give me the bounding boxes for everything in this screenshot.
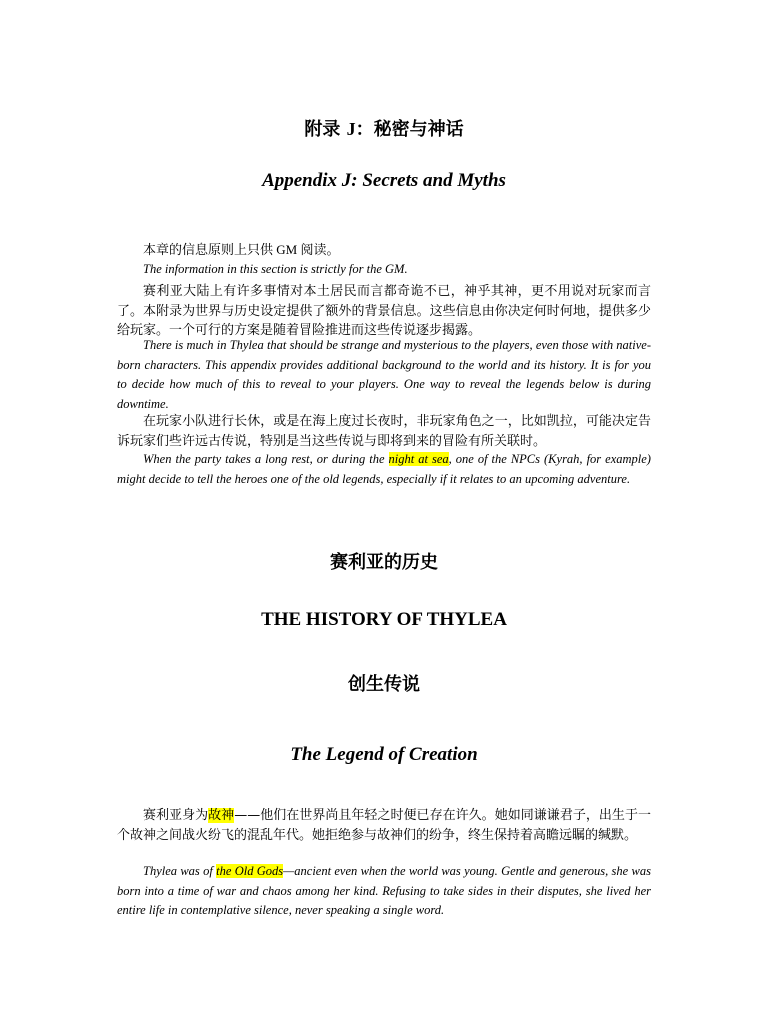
appendix-title-en: Appendix J: Secrets and Myths xyxy=(262,170,506,191)
para1-en: There is much in Thylea that should be strange and mysterious to the players, even those with native-born characters. This appendix provides additional background to the world and its history. It is for you to decide how much of this to reveal to your players. One way to reveal the legends below is during downtime. xyxy=(117,338,651,411)
creation-title-en: The Legend of Creation xyxy=(290,744,478,765)
para3-en: Thylea was of the Old Gods—ancient even when the world was young. Gentle and generous, she was born into a time of war and chaos among her kind. Refusing to take sides in their disputes, she lived her entire life in contemplative silence, never speaking a single word. xyxy=(117,864,651,917)
appendix-title-zh: 附录 J：秘密与神话 xyxy=(304,119,464,140)
intro-en: The information in this section is strictly for the GM. xyxy=(143,262,408,276)
creation-title-zh: 创生传说 xyxy=(348,674,420,695)
history-title-zh: 赛利亚的历史 xyxy=(330,552,438,573)
highlight-old-gods-en: the Old Gods xyxy=(216,864,284,878)
para1-zh: 赛利亚大陆上有许多事情对本土居民而言都奇诡不已，神乎其神，更不用说对玩家而言了。本附录为世界与历史设定提供了额外的背景信息。这些信息由你决定何时何地，提供多少给玩家。一个可行的方案是随着冒险推进而这些传说逐步揭露。 xyxy=(117,284,651,338)
highlight-night-at-sea: night at sea xyxy=(388,452,449,466)
highlight-old-gods-zh: 故神 xyxy=(208,808,235,823)
para2-zh: 在玩家小队进行长休，或是在海上度过长夜时，非玩家角色之一，比如凯拉，可能决定告诉玩家们些许远古传说，特别是当这些传说与即将到来的冒险有所关联时。 xyxy=(117,414,651,449)
intro-zh: 本章的信息原则上只供 GM 阅读。 xyxy=(143,242,340,258)
history-title-en: THE HISTORY OF THYLEA xyxy=(261,609,507,630)
para2-en: When the party takes a long rest, or during the night at sea, one of the NPCs (Kyrah, for example) might decide to tell the heroes one of the old legends, especially if it relates to an upcoming adventure. xyxy=(117,452,651,486)
para3-zh: 赛利亚身为故神——他们在世界尚且年轻之时便已存在许久。她如同谦谦君子，出生于一个故神之间战火纷飞的混乱年代。她拒绝参与故神们的纷争，终生保持着高瞻远瞩的缄默。 xyxy=(117,808,651,843)
